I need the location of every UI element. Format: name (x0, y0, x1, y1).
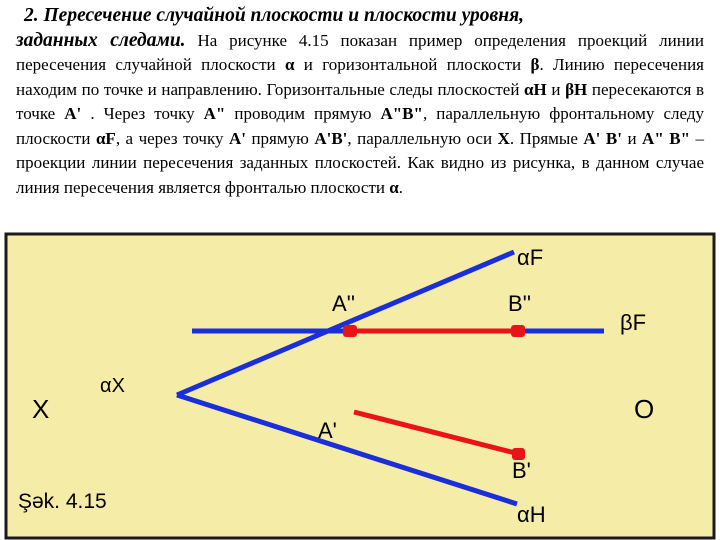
label-X: X (32, 394, 50, 424)
symbol-alphaH: αН (524, 79, 547, 99)
paragraph-part: проводим прямую (225, 104, 381, 123)
section-heading-line1: 2. Пересечение случайной плоскости и плоскости уровня, (24, 5, 525, 26)
label-B1: B' (512, 458, 531, 483)
paragraph-part: , параллельную фронтальному следу плоскости (16, 104, 704, 148)
section-heading-line2: заданных следами. (16, 29, 186, 51)
label-A2: A'' (332, 291, 356, 316)
label-A1: A' (318, 418, 337, 443)
paragraph-part: , параллельную оси (347, 128, 498, 148)
symbol-alphaF: αF (95, 128, 116, 148)
line-A1B1: А'В' (314, 128, 348, 148)
label-B2: B'' (508, 291, 532, 316)
paragraph-part: прямую (245, 128, 315, 148)
paragraph-part: . Прямые (509, 128, 584, 148)
line-A1B1: А' В' (583, 128, 622, 148)
axis-X: Х (497, 128, 510, 148)
symbol-alpha: α (284, 55, 295, 74)
symbol-betaH: βН (565, 79, 588, 99)
paragraph-part: и горизонтальной плоскости (294, 55, 531, 74)
point-A1: А' (64, 104, 82, 123)
point-A2-marker (343, 325, 357, 337)
label-O: O (634, 394, 655, 424)
label-betaF: βF (620, 310, 647, 335)
figure-caption: Şək. 4.15 (18, 490, 107, 513)
figure-4-15 (0, 232, 720, 540)
construction-diagram (0, 232, 720, 540)
line-A2B2: А" В" (642, 128, 691, 148)
paragraph-part: – проекции линии пересечения заданных плоскостей. Как видно из рисунка, в данном случае линия пересечения является фронталью плоскости (16, 128, 705, 197)
symbol-beta: β (530, 55, 540, 74)
paragraph-part: . Через точку (81, 104, 204, 123)
label-alphaX: αX (100, 375, 125, 397)
label-alphaH: αH (517, 502, 546, 527)
symbol-alpha: α (389, 177, 399, 197)
line-A2B2: А"В" (380, 104, 423, 123)
label-alphaF: αF (517, 245, 544, 270)
paragraph-part: . (398, 177, 403, 197)
paragraph-part: и (546, 79, 566, 99)
paragraph-part: , а через точку (115, 128, 229, 148)
paragraph-part: и (621, 128, 643, 148)
description-text (16, 4, 704, 200)
paragraph-part: . Линию пересечения находим по точке и направлению. Горизонтальные следы плоскостей (16, 55, 704, 99)
point-B2-marker (511, 325, 525, 337)
point-A2: А" (203, 104, 226, 123)
paragraph-part: пересекаются в точке (16, 79, 704, 123)
point-A1: А' (228, 128, 246, 148)
paragraph-part: На рисунке 4.15 показан пример определения проекций линии пересечения случайной плоскости (16, 30, 704, 74)
